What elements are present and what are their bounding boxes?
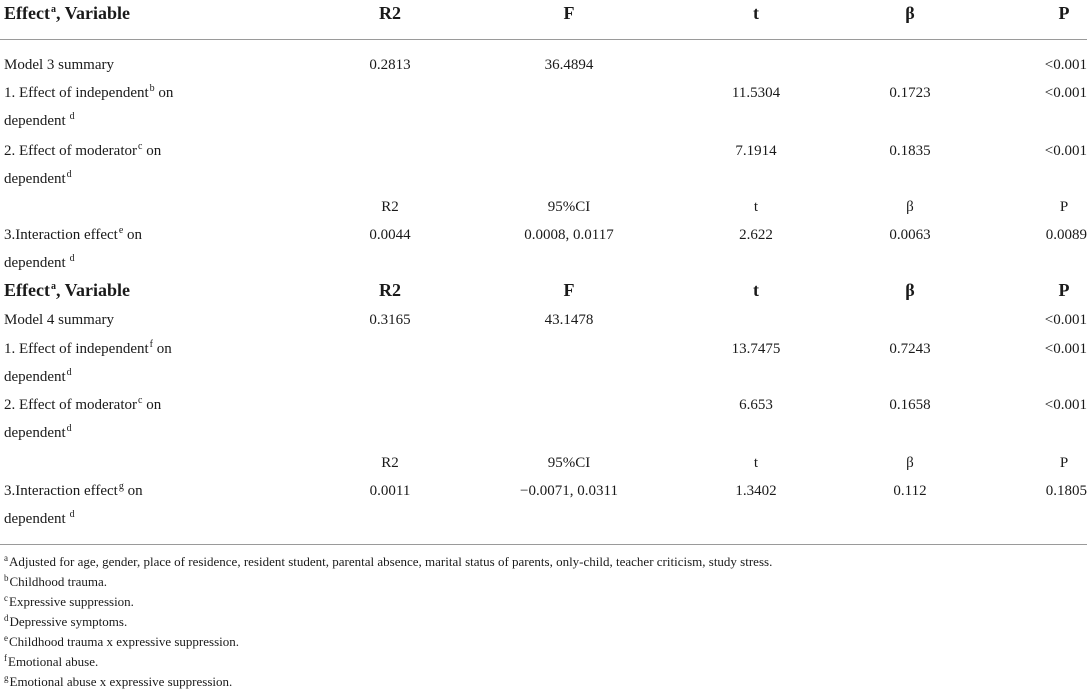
table-row-continuation <box>0 420 1091 446</box>
cell-p: <0.001 <box>1044 341 1087 357</box>
header-effect-variable <box>4 0 130 26</box>
header-effect-text: Effect <box>4 3 50 23</box>
cell-t: 11.5304 <box>731 85 781 101</box>
row-label <box>4 392 161 418</box>
table-row <box>0 336 1091 362</box>
header-f: F <box>563 3 575 23</box>
cell-beta: 0.112 <box>893 483 927 499</box>
subheader-beta: β <box>906 199 914 215</box>
cell-ci: 0.0008, 0.0117 <box>524 227 614 243</box>
footnote-sup: b <box>4 572 9 583</box>
header-effect-sup: a <box>50 4 56 15</box>
footnote-sup: g <box>4 672 9 683</box>
row-label <box>4 138 161 164</box>
row-label-text: dependent <box>4 255 66 271</box>
row-label-sup: b <box>149 83 155 94</box>
cell-p: <0.001 <box>1044 143 1087 159</box>
footer-rule <box>0 544 1087 545</box>
row-label <box>4 250 75 276</box>
row-label-text: 1. Effect of independent <box>4 341 149 357</box>
row-label-text: 2. Effect of moderator <box>4 397 138 413</box>
row-label-sup: c <box>138 395 143 406</box>
cell-ci: −0.0071, 0.0311 <box>520 483 618 499</box>
subheader-ci: 95%CI <box>547 199 591 215</box>
footnote <box>4 633 239 651</box>
cell-r2: 0.0011 <box>369 483 411 499</box>
footnote-text: Childhood trauma x expressive suppression. <box>9 634 239 649</box>
subheader-r2: R2 <box>381 455 399 471</box>
row-label <box>4 80 173 106</box>
footnote <box>4 593 134 611</box>
cell-p: <0.001 <box>1044 312 1087 328</box>
subheader-r2: R2 <box>381 199 399 215</box>
footnote-text: Expressive suppression. <box>9 594 134 609</box>
cell-beta: 0.7243 <box>889 341 931 357</box>
cell-f: 43.1478 <box>544 312 594 328</box>
row-label-sup: c <box>138 141 143 152</box>
footnote <box>4 573 107 591</box>
cell-f: 36.4894 <box>544 57 594 73</box>
cell-beta: 0.1835 <box>889 143 931 159</box>
table-row <box>0 307 1091 333</box>
header-f: F <box>563 280 575 300</box>
subheader-p: P <box>1059 455 1069 471</box>
row-label-sup: e <box>118 225 124 236</box>
table-row <box>0 222 1091 248</box>
cell-t: 2.622 <box>739 227 773 243</box>
table-subheader-row <box>0 450 1091 476</box>
row-label-text: 3.Interaction effect <box>4 227 118 243</box>
row-label: Model 3 summary <box>4 57 114 73</box>
header-effect-sup: a <box>50 281 56 292</box>
cell-p: <0.001 <box>1044 397 1087 413</box>
row-label-text: 1. Effect of independent <box>4 85 149 101</box>
row-label-sup: g <box>118 481 124 492</box>
table-row <box>0 392 1091 418</box>
cell-p: <0.001 <box>1044 85 1087 101</box>
table-row <box>0 80 1091 106</box>
subheader-p: P <box>1059 199 1069 215</box>
row-label <box>4 478 143 504</box>
subheader-ci: 95%CI <box>547 455 591 471</box>
footnote-text: Adjusted for age, gender, place of residence, resident student, parental absence, marital status of parents, only-child, teacher criticism, study stress. <box>9 554 773 569</box>
row-label <box>4 108 75 134</box>
row-label <box>4 336 172 362</box>
row-label-sup: d <box>66 169 72 180</box>
table-row-continuation <box>0 506 1091 532</box>
cell-t: 6.653 <box>739 397 773 413</box>
cell-p: <0.001 <box>1044 57 1087 73</box>
cell-beta: 0.1723 <box>889 85 931 101</box>
row-label-text: 2. Effect of moderator <box>4 143 138 159</box>
row-label-text-end: on <box>153 341 172 357</box>
row-label-sup: f <box>149 339 154 350</box>
header-beta: β <box>905 3 915 23</box>
row-label-sup: d <box>66 367 72 378</box>
header-t: t <box>753 3 759 23</box>
cell-t: 13.7475 <box>731 341 781 357</box>
cell-p: 0.0089 <box>1045 227 1087 243</box>
footnote <box>4 553 772 571</box>
footnote <box>4 653 98 671</box>
table-header-row <box>0 0 1091 26</box>
header-r2: R2 <box>379 3 401 23</box>
header-variable-text: , Variable <box>55 3 130 23</box>
row-label: Model 4 summary <box>4 312 114 328</box>
footnote-sup: f <box>4 652 7 663</box>
header-t: t <box>753 280 759 300</box>
cell-t: 7.1914 <box>735 143 777 159</box>
header-p: P <box>1058 3 1070 23</box>
cell-t: 1.3402 <box>735 483 777 499</box>
table-row <box>0 478 1091 504</box>
footnote-sup: e <box>4 632 8 643</box>
footnote-text: Childhood trauma. <box>9 574 107 589</box>
row-label-text: dependent <box>4 113 66 129</box>
row-label-text: dependent <box>4 171 66 187</box>
footnote <box>4 613 127 631</box>
cell-r2: 0.2813 <box>369 57 411 73</box>
row-label-text-end: on <box>142 397 162 413</box>
row-label-sup: d <box>69 509 75 520</box>
table-subheader-row <box>0 194 1091 220</box>
table-row <box>0 138 1091 164</box>
footnote-sup: d <box>4 612 9 623</box>
footnote-sup: a <box>4 552 8 563</box>
footnote-sup: c <box>4 592 8 603</box>
row-label-text-end: on <box>142 143 162 159</box>
row-label-text: 3.Interaction effect <box>4 483 118 499</box>
row-label <box>4 166 72 192</box>
row-label-text: dependent <box>4 425 66 441</box>
cell-beta: 0.0063 <box>889 227 931 243</box>
row-label-text-end: on <box>154 85 174 101</box>
footnote-text: Emotional abuse x expressive suppression. <box>9 674 233 689</box>
cell-p: 0.1805 <box>1045 483 1087 499</box>
cell-beta: 0.1658 <box>889 397 931 413</box>
cell-r2: 0.3165 <box>369 312 411 328</box>
subheader-t: t <box>753 455 759 471</box>
table-row-continuation <box>0 166 1091 192</box>
table-row-continuation <box>0 364 1091 390</box>
footnote-text: Emotional abuse. <box>8 654 99 669</box>
header-p: P <box>1058 280 1070 300</box>
row-label-text-end: on <box>123 227 143 243</box>
footnote <box>4 673 232 691</box>
header-effect-text: Effect <box>4 280 50 300</box>
table-row-continuation <box>0 108 1091 134</box>
subheader-beta: β <box>906 455 914 471</box>
table-row-continuation <box>0 250 1091 276</box>
row-label <box>4 420 72 446</box>
cell-r2: 0.0044 <box>369 227 411 243</box>
row-label-text: dependent <box>4 369 66 385</box>
footnote-text: Depressive symptoms. <box>9 614 128 629</box>
subheader-t: t <box>753 199 759 215</box>
row-label-text: dependent <box>4 511 66 527</box>
row-label-sup: d <box>69 111 75 122</box>
header-beta: β <box>905 280 915 300</box>
header-variable-text: , Variable <box>55 280 130 300</box>
header-r2: R2 <box>379 280 401 300</box>
table-row <box>0 52 1091 78</box>
row-label <box>4 506 75 532</box>
row-label-sup: d <box>69 253 75 264</box>
header-effect-variable <box>4 277 130 303</box>
table-header-row <box>0 277 1091 303</box>
header-rule <box>0 39 1087 40</box>
row-label-sup: d <box>66 423 72 434</box>
row-label <box>4 222 142 248</box>
row-label <box>4 364 72 390</box>
row-label-text-end: on <box>123 483 143 499</box>
